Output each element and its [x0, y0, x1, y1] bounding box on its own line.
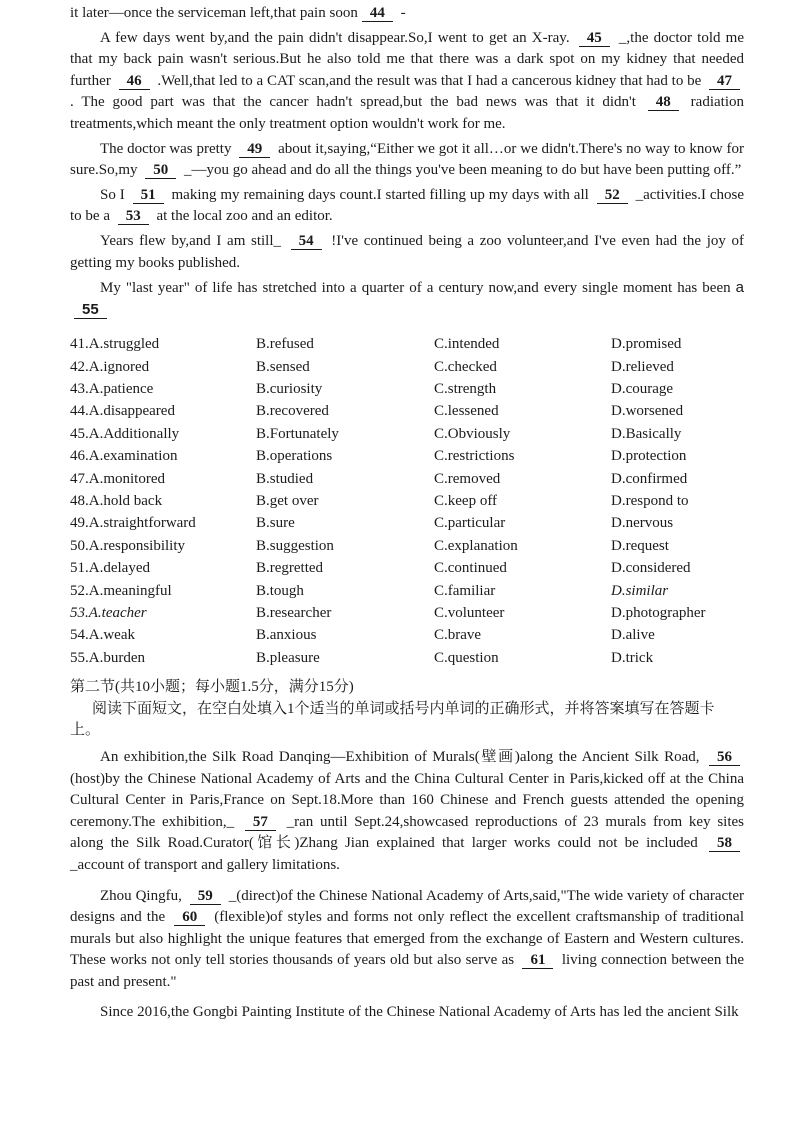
option-cell: 54.A.weak [70, 627, 135, 644]
option-cell: D.confirmed [611, 470, 688, 487]
option-cell: D.similar [611, 582, 669, 599]
passage-text: _activities.I chose to be a [70, 186, 745, 225]
option-cell: B.researcher [256, 605, 332, 621]
option-cell: 49.A.straightforward [70, 515, 196, 532]
blank-field-57: 57 [245, 814, 276, 831]
blank-field-58: 58 [709, 835, 740, 852]
options-row [70, 558, 744, 580]
passage-text: Zhou Qingfu, [100, 887, 186, 904]
option-cell: D.protection [611, 448, 687, 465]
options-row [70, 536, 744, 558]
option-cell: C.familiar [434, 582, 496, 599]
options-row [70, 581, 744, 603]
option-cell: 44.A.disappeared [70, 403, 175, 420]
option-cell: C.keep off [434, 493, 498, 510]
blank-field-48: 48 [648, 94, 679, 111]
option-cell: B.Fortunately [256, 425, 339, 442]
option-cell: C.explanation [434, 537, 518, 554]
option-cell: D.respond to [611, 493, 689, 510]
option-cell: D.Basically [611, 425, 682, 442]
option-cell: C.restrictions [434, 448, 515, 465]
option-cell: 50.A.responsibility [70, 537, 185, 554]
blank-field-45: 45 [579, 30, 610, 47]
passage-text: . The good part was that the cancer hadn't spread,but the bad news was that it didn't [70, 94, 644, 111]
option-cell: B.recovered [256, 403, 329, 420]
passage-text: _ran until Sept.24,showcased reproductions of 23 murals from key sites along the Silk Road.Curator(馆长)Zhang Jian explained that larger works could not be included [70, 813, 744, 852]
options-row [70, 469, 744, 491]
option-cell: 47.A.monitored [70, 470, 165, 487]
option-cell: D.request [611, 537, 669, 554]
passage-text: Since 2016,the Gongbi Painting Institute of the Chinese National Academy of Arts has led the ancient Silk [100, 1004, 739, 1021]
passage-paragraph [70, 185, 744, 228]
option-cell: 55.A.burden [70, 649, 145, 666]
option-cell: C.volunteer [434, 605, 505, 621]
options-row [70, 446, 744, 468]
options-row [70, 648, 744, 670]
blank-field-50: 50 [145, 162, 176, 179]
passage-text: living connection between the past and present." [70, 952, 744, 990]
blank-field-56: 56 [709, 749, 740, 766]
passage-paragraph [70, 28, 744, 136]
option-cell: B.studied [256, 470, 314, 487]
passage-text: The doctor was pretty [100, 140, 236, 157]
option-cell: 45.A.Additionally [70, 425, 180, 442]
passage-text: making my remaining days count.I started filling up my days with all [167, 186, 593, 203]
blank-field-51: 51 [133, 187, 164, 204]
option-cell: B.get over [256, 493, 319, 510]
passage-text: _—you go ahead and do all the things you've been meaning to do but have been putting off.” [180, 162, 742, 179]
option-cell: B.anxious [256, 627, 317, 644]
option-cell: B.suggestion [256, 537, 334, 554]
fill-in-passage [70, 747, 744, 1024]
options-row [70, 625, 744, 647]
option-cell: B.operations [256, 448, 333, 465]
passage-paragraph [70, 3, 744, 25]
option-cell: B.curiosity [256, 381, 323, 398]
options-row [70, 334, 744, 356]
option-cell: B.refused [256, 336, 314, 353]
option-cell: C.removed [434, 470, 501, 487]
blank-field-53: 53 [118, 208, 149, 225]
section2-instruction: 阅读下面短文，在空白处填入1个适当的单词或括号内单词的正确形式，并将答案填写在答题卡上。 [70, 700, 715, 739]
option-cell: D.considered [611, 560, 691, 577]
blank-field-46: 46 [119, 73, 150, 90]
option-cell: 46.A.examination [70, 448, 178, 465]
passage-paragraph [70, 231, 744, 274]
option-cell: D.alive [611, 627, 655, 644]
blank-field-54: 54 [291, 233, 322, 250]
option-cell: D.promised [611, 336, 682, 353]
option-cell: C.Obviously [434, 425, 511, 442]
option-cell: D.photographer [611, 605, 706, 621]
option-cell: C.brave [434, 627, 482, 644]
blank-field-61: 61 [522, 952, 553, 969]
passage-text: !I've continued being a zoo volunteer,and I've even had the joy of getting my books published. [70, 232, 744, 271]
passage-paragraph [70, 1002, 744, 1024]
blank-field-55: 55 [74, 302, 107, 319]
blank-field-52: 52 [597, 187, 628, 204]
option-cell: C.strength [434, 381, 497, 398]
passage-text: An exhibition,the Silk Road Danqing—Exhibition of Murals(壁画)along the Ancient Silk Road, [100, 748, 705, 765]
option-cell: C.lessened [434, 403, 499, 420]
passage-paragraph [70, 886, 744, 994]
passage-text: - [396, 5, 406, 21]
option-cell: 41.A.struggled [70, 336, 160, 353]
option-cell: 43.A.patience [70, 381, 154, 398]
option-cell: C.question [434, 649, 499, 666]
passage-text: A few days went by,and the pain didn't disappear.So,I went to get an X-ray. [100, 29, 575, 46]
options-row [70, 379, 744, 401]
passage-text: My "last year" of life has stretched into a quarter of a century now,and every single moment has been [100, 280, 736, 297]
option-cell: C.checked [434, 358, 497, 375]
option-cell: B.pleasure [256, 649, 320, 666]
passage-text: _,the doctor told me that my back pain wasn't serious.But he also told me that there was a dark spot on my kidney that needed further [70, 29, 745, 89]
passage-text: Years flew by,and I am still_ [100, 232, 287, 249]
option-cell: C.particular [434, 515, 506, 532]
blank-field-49: 49 [239, 141, 270, 158]
option-cell: 42.A.ignored [70, 358, 150, 375]
passage-paragraph [70, 747, 744, 877]
option-cell: D.trick [611, 649, 654, 666]
options-row [70, 357, 744, 379]
option-cell: C.intended [434, 336, 500, 353]
option-cell: 48.A.hold back [70, 493, 163, 510]
passage-text: So I [100, 186, 129, 203]
option-cell: D.nervous [611, 515, 674, 532]
options-row [70, 513, 744, 535]
passage-text: .Well,that led to a CAT scan,and the result was that I had a cancerous kidney that had to be [153, 72, 706, 89]
passage-text: (flexible)of styles and forms not only reflect the excellent craftsmanship of traditional murals but also highlight the unique features that emerged from the exchange of Eastern and Western cultures. These works not only tell stories thousands of years old but also serve as [70, 909, 744, 969]
option-cell: B.regretted [256, 560, 324, 577]
passage-text: _(direct)of the Chinese National Academy of Arts,said,"The wide variety of character designs and the [70, 887, 744, 926]
options-row [70, 401, 744, 423]
passage-text: (host)by the Chinese National Academy of Arts and the China Cultural Center in Paris,kicked off at the China Cultural Center in Paris,France on Sept.18.More than 160 Chinese and French guests attended the opening ceremony.The exhibition,_ [70, 770, 744, 830]
option-cell: B.tough [256, 582, 304, 599]
blank-field-47: 47 [709, 73, 740, 90]
option-cell: B.sure [256, 515, 295, 532]
option-cell: 52.A.meaningful [70, 582, 172, 599]
passage-paragraph [70, 139, 744, 182]
options-row [70, 491, 744, 513]
option-cell: D.worsened [611, 403, 684, 420]
blank-field-59: 59 [190, 888, 221, 905]
section2-heading: 第二节(共10小题；每小题1.5分，满分15分) [70, 679, 354, 696]
passage-paragraph [70, 277, 744, 321]
passage-text: it later—once the serviceman left,that pain soon [70, 5, 358, 21]
option-cell: D.relieved [611, 358, 674, 375]
blank-field-44: 44 [362, 5, 393, 22]
option-cell: C.continued [434, 560, 507, 577]
option-cell: B.sensed [256, 358, 310, 375]
options-row [70, 603, 744, 625]
passage-text: a [735, 279, 744, 297]
blank-field-60: 60 [174, 909, 205, 926]
cloze-passage [70, 3, 744, 321]
options-row [70, 424, 744, 446]
option-cell: 51.A.delayed [70, 560, 150, 577]
option-cell: D.courage [611, 381, 674, 398]
passage-text: radiation treatments,which meant the only treatment option wouldn't work for me. [70, 94, 744, 132]
options-table [70, 334, 744, 670]
passage-text: at the local zoo and an editor. [152, 208, 333, 225]
option-cell: 53.A.teacher [70, 605, 147, 621]
passage-text: _account of transport and gallery limitations. [70, 856, 340, 873]
passage-text: about it,saying,“Either we got it all…or we didn't.There's no way to know for sure.So,my [70, 140, 744, 179]
